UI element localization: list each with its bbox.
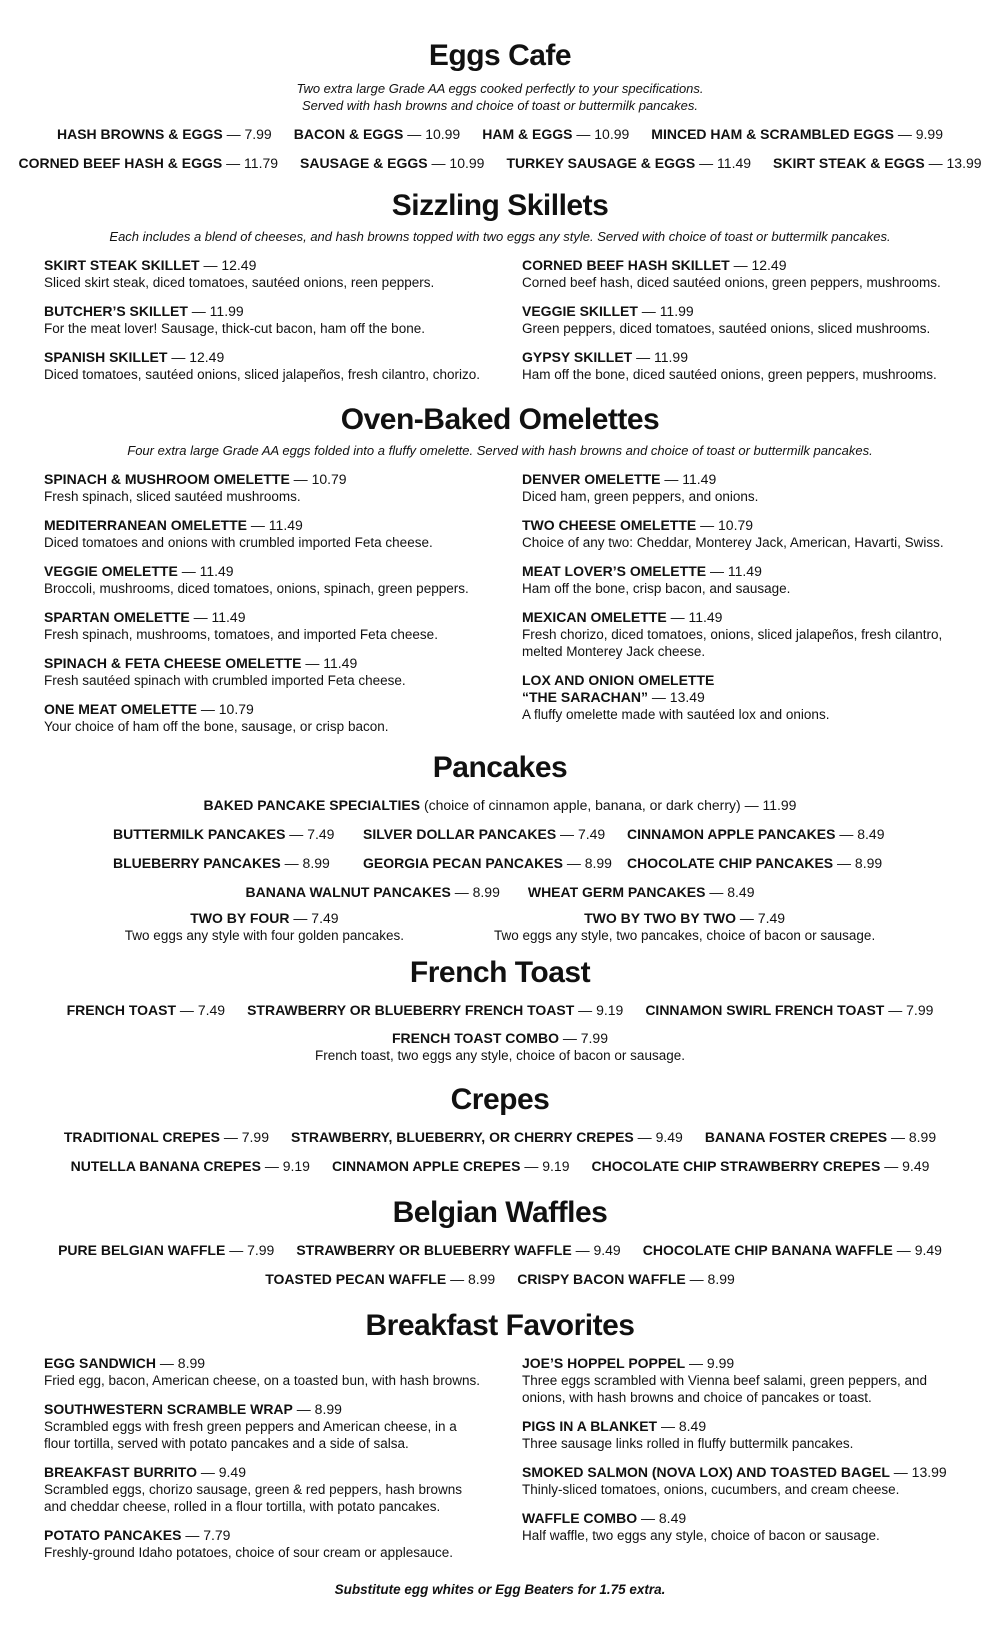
- menu-item: EGG SANDWICH — 8.99 Fried egg, bacon, American cheese, on a toasted bun, with hash browns.: [44, 1355, 481, 1388]
- menu-item: SAUSAGE & EGGS — 10.99: [300, 155, 485, 171]
- menu-item: CHOCOLATE CHIP PANCAKES — 8.99: [627, 855, 883, 871]
- menu-item: TRADITIONAL CREPES — 7.99: [63, 1129, 269, 1145]
- menu-item: TURKEY SAUSAGE & EGGS — 11.49: [506, 155, 752, 171]
- menu-item: WHEAT GERM PANCAKES — 8.49: [527, 884, 755, 900]
- pancakes-special-row: [0, 796, 1000, 814]
- menu-item: GEORGIA PECAN PANCAKES — 8.99: [363, 855, 612, 871]
- pancakes-row-1: [0, 825, 1000, 843]
- menu-item: CINNAMON SWIRL FRENCH TOAST — 7.99: [645, 1002, 934, 1018]
- favorites-section: [0, 1308, 1000, 1344]
- menu-item: BANANA WALNUT PANCAKES — 8.99: [245, 884, 500, 900]
- menu-item: STRAWBERRY OR BLUEBERRY WAFFLE — 9.49: [296, 1242, 621, 1258]
- pancakes-row-3: [0, 883, 1000, 901]
- menu-item: BAKED PANCAKE SPECIALTIES (choice of cinnamon apple, banana, or dark cherry) — 11.99: [203, 797, 797, 813]
- menu-item: CINNAMON APPLE CREPES — 9.19: [331, 1158, 570, 1174]
- menu-item: NUTELLA BANANA CREPES — 9.19: [70, 1158, 310, 1174]
- menu-item: CORNED BEEF HASH SKILLET — 12.49 Corned beef hash, diced sautéed onions, green peppers, mushrooms.: [522, 257, 941, 290]
- waffles-row-1: [0, 1241, 1000, 1259]
- menu-item: TWO CHEESE OMELETTE — 10.79 Choice of any two: Cheddar, Monterey Jack, American, Havarti, Swiss.: [522, 517, 944, 550]
- pancakes-section: [0, 750, 1000, 944]
- omelettes-columns: [44, 471, 956, 735]
- crepes-section: [0, 1082, 1000, 1175]
- eggs-intro-2: Served with hash browns and choice of toast or buttermilk pancakes.: [302, 98, 698, 113]
- omelettes-intro: Four extra large Grade AA eggs folded into a fluffy omelette. Served with hash browns and choice of toast or buttermilk pancakes.: [127, 443, 873, 458]
- eggs-intro-1: Two extra large Grade AA eggs cooked perfectly to your specifications.: [296, 81, 704, 96]
- menu-item: CRISPY BACON WAFFLE — 8.99: [517, 1271, 735, 1287]
- skillets-intro: Each includes a blend of cheeses, and hash browns topped with two eggs any style. Served with choice of toast or buttermilk pancakes.: [109, 229, 891, 244]
- french-toast-section: [0, 955, 1000, 1064]
- menu-item: MEDITERRANEAN OMELETTE — 11.49 Diced tomatoes and onions with crumbled imported Feta cheese.: [44, 517, 433, 550]
- pancakes-title: Pancakes: [432, 751, 568, 784]
- skillets-right-column: [522, 257, 956, 383]
- omelettes-section: [0, 402, 1000, 459]
- menu-item: TOASTED PECAN WAFFLE — 8.99: [265, 1271, 496, 1287]
- menu-item: BLUEBERRY PANCAKES — 8.99: [113, 855, 330, 871]
- eggs-section: [0, 38, 1000, 172]
- footnote: Substitute egg whites or Egg Beaters for 1.75 extra.: [334, 1582, 666, 1597]
- crepes-title: Crepes: [450, 1083, 550, 1116]
- favorites-columns: [44, 1355, 956, 1561]
- menu-item: BUTCHER’S SKILLET — 11.99 For the meat lover! Sausage, thick-cut bacon, ham off the bone.: [44, 303, 425, 336]
- menu-item: SPINACH & MUSHROOM OMELETTE — 10.79 Fresh spinach, sliced sautéed mushrooms.: [44, 471, 347, 504]
- menu-item: VEGGIE SKILLET — 11.99 Green peppers, diced tomatoes, sautéed onions, sliced mushrooms.: [522, 303, 931, 336]
- menu-item: FRENCH TOAST COMBO — 7.99 French toast, two eggs any style, choice of bacon or sausage.: [315, 1030, 685, 1063]
- skillets-left-column: [44, 257, 522, 383]
- menu-item: TWO BY TWO BY TWO — 7.49 Two eggs any style, two pancakes, choice of bacon or sausage.: [493, 910, 876, 943]
- omelettes-right-column: [522, 471, 956, 735]
- menu-item: BREAKFAST BURRITO — 9.49 Scrambled eggs, chorizo sausage, green & red peppers, hash browns and cheddar cheese, rolled in a flour tortilla, with potato pancakes.: [44, 1464, 462, 1514]
- french-toast-title: French Toast: [409, 956, 591, 989]
- waffles-section: [0, 1195, 1000, 1288]
- menu-item: LOX AND ONION OMELETTE “THE SARACHAN” — 13.49 A fluffy omelette made with sautéed lox and onions.: [522, 672, 830, 722]
- menu-item: CHOCOLATE CHIP STRAWBERRY CREPES — 9.49: [591, 1158, 930, 1174]
- menu-item: BANANA FOSTER CREPES — 8.99: [704, 1129, 937, 1145]
- menu-item: PIGS IN A BLANKET — 8.49 Three sausage links rolled in fluffy buttermilk pancakes.: [522, 1418, 854, 1451]
- menu-item: SKIRT STEAK & EGGS — 13.99: [773, 155, 982, 171]
- menu-item: MEXICAN OMELETTE — 11.49 Fresh chorizo, diced tomatoes, onions, sliced jalapeños, fresh cilantro, melted Monterey Jack cheese.: [522, 609, 943, 659]
- menu-item: CINNAMON APPLE PANCAKES — 8.49: [627, 826, 885, 842]
- favorites-left-column: [44, 1355, 522, 1561]
- skillets-title: Sizzling Skillets: [391, 189, 609, 222]
- menu-item: SILVER DOLLAR PANCAKES — 7.49: [363, 826, 606, 842]
- menu-item: STRAWBERRY OR BLUEBERRY FRENCH TOAST — 9.19: [247, 1002, 624, 1018]
- menu-item: ONE MEAT OMELETTE — 10.79 Your choice of ham off the bone, sausage, or crisp bacon.: [44, 701, 389, 734]
- waffles-row-2: [0, 1270, 1000, 1288]
- menu-item: DENVER OMELETTE — 11.49 Diced ham, green peppers, and onions.: [522, 471, 759, 504]
- crepes-row-1: [0, 1128, 1000, 1146]
- waffles-title: Belgian Waffles: [392, 1196, 608, 1229]
- menu-item: WAFFLE COMBO — 8.49 Half waffle, two eggs any style, choice of bacon or sausage.: [522, 1510, 880, 1543]
- menu-item: SMOKED SALMON (NOVA LOX) AND TOASTED BAGEL — 13.99 Thinly-sliced tomatoes, onions, cucumbers, and cream cheese.: [522, 1464, 947, 1497]
- menu-item: FRENCH TOAST — 7.49: [66, 1002, 226, 1018]
- menu-item: SPANISH SKILLET — 12.49 Diced tomatoes, sautéed onions, sliced jalapeños, fresh cilantro, chorizo.: [44, 349, 480, 382]
- menu-item: BACON & EGGS — 10.99: [293, 126, 461, 142]
- menu-item: PURE BELGIAN WAFFLE — 7.99: [58, 1242, 275, 1258]
- eggs-row-1: [0, 125, 1000, 143]
- menu-item: MEAT LOVER’S OMELETTE — 11.49 Ham off the bone, crisp bacon, and sausage.: [522, 563, 791, 596]
- eggs-title: Eggs Cafe: [428, 39, 572, 72]
- menu-item: MINCED HAM & SCRAMBLED EGGS — 9.99: [651, 126, 943, 142]
- menu-item: SOUTHWESTERN SCRAMBLE WRAP — 8.99 Scrambled eggs with fresh green peppers and American cheese, in a flour tortilla, served with potato pancakes and a side of salsa.: [44, 1401, 457, 1451]
- eggs-row-2: [0, 154, 1000, 172]
- menu-item: SKIRT STEAK SKILLET — 12.49 Sliced skirt steak, diced tomatoes, sautéed onions, reen peppers.: [44, 257, 435, 290]
- menu-item: BUTTERMILK PANCAKES — 7.49: [113, 826, 335, 842]
- skillets-section: [0, 188, 1000, 245]
- menu-item: SPINACH & FETA CHEESE OMELETTE — 11.49 Fresh sautéed spinach with crumbled imported Feta cheese.: [44, 655, 406, 688]
- menu-item: POTATO PANCAKES — 7.79 Freshly-ground Idaho potatoes, choice of sour cream or applesauce.: [44, 1527, 453, 1560]
- french-toast-row: [0, 1001, 1000, 1019]
- pancakes-row-2: [0, 854, 1000, 872]
- menu-item: SPARTAN OMELETTE — 11.49 Fresh spinach, mushrooms, tomatoes, and imported Feta cheese.: [44, 609, 438, 642]
- pancakes-combos: [0, 910, 1000, 944]
- omelettes-left-column: [44, 471, 522, 735]
- menu-item: GYPSY SKILLET — 11.99 Ham off the bone, diced sautéed onions, green peppers, mushrooms.: [522, 349, 937, 382]
- menu-item: HASH BROWNS & EGGS — 7.99: [57, 126, 272, 142]
- menu-item: VEGGIE OMELETTE — 11.49 Broccoli, mushrooms, diced tomatoes, onions, spinach, green peppers.: [44, 563, 469, 596]
- menu-item: CHOCOLATE CHIP BANANA WAFFLE — 9.49: [642, 1242, 942, 1258]
- menu-item: CORNED BEEF HASH & EGGS — 11.79: [18, 155, 279, 171]
- menu-item: JOE’S HOPPEL POPPEL — 9.99 Three eggs scrambled with Vienna beef salami, green peppers, and onions, with hash browns and choice of pancakes or toast.: [522, 1355, 927, 1405]
- skillets-columns: [44, 257, 956, 383]
- favorites-title: Breakfast Favorites: [365, 1309, 635, 1342]
- menu-item: STRAWBERRY, BLUEBERRY, OR CHERRY CREPES — 9.49: [290, 1129, 683, 1145]
- crepes-row-2: [0, 1157, 1000, 1175]
- omelettes-title: Oven-Baked Omelettes: [340, 403, 660, 436]
- menu-item: TWO BY FOUR — 7.49 Two eggs any style with four golden pancakes.: [124, 910, 404, 943]
- favorites-right-column: [522, 1355, 956, 1561]
- menu-item: HAM & EGGS — 10.99: [482, 126, 630, 142]
